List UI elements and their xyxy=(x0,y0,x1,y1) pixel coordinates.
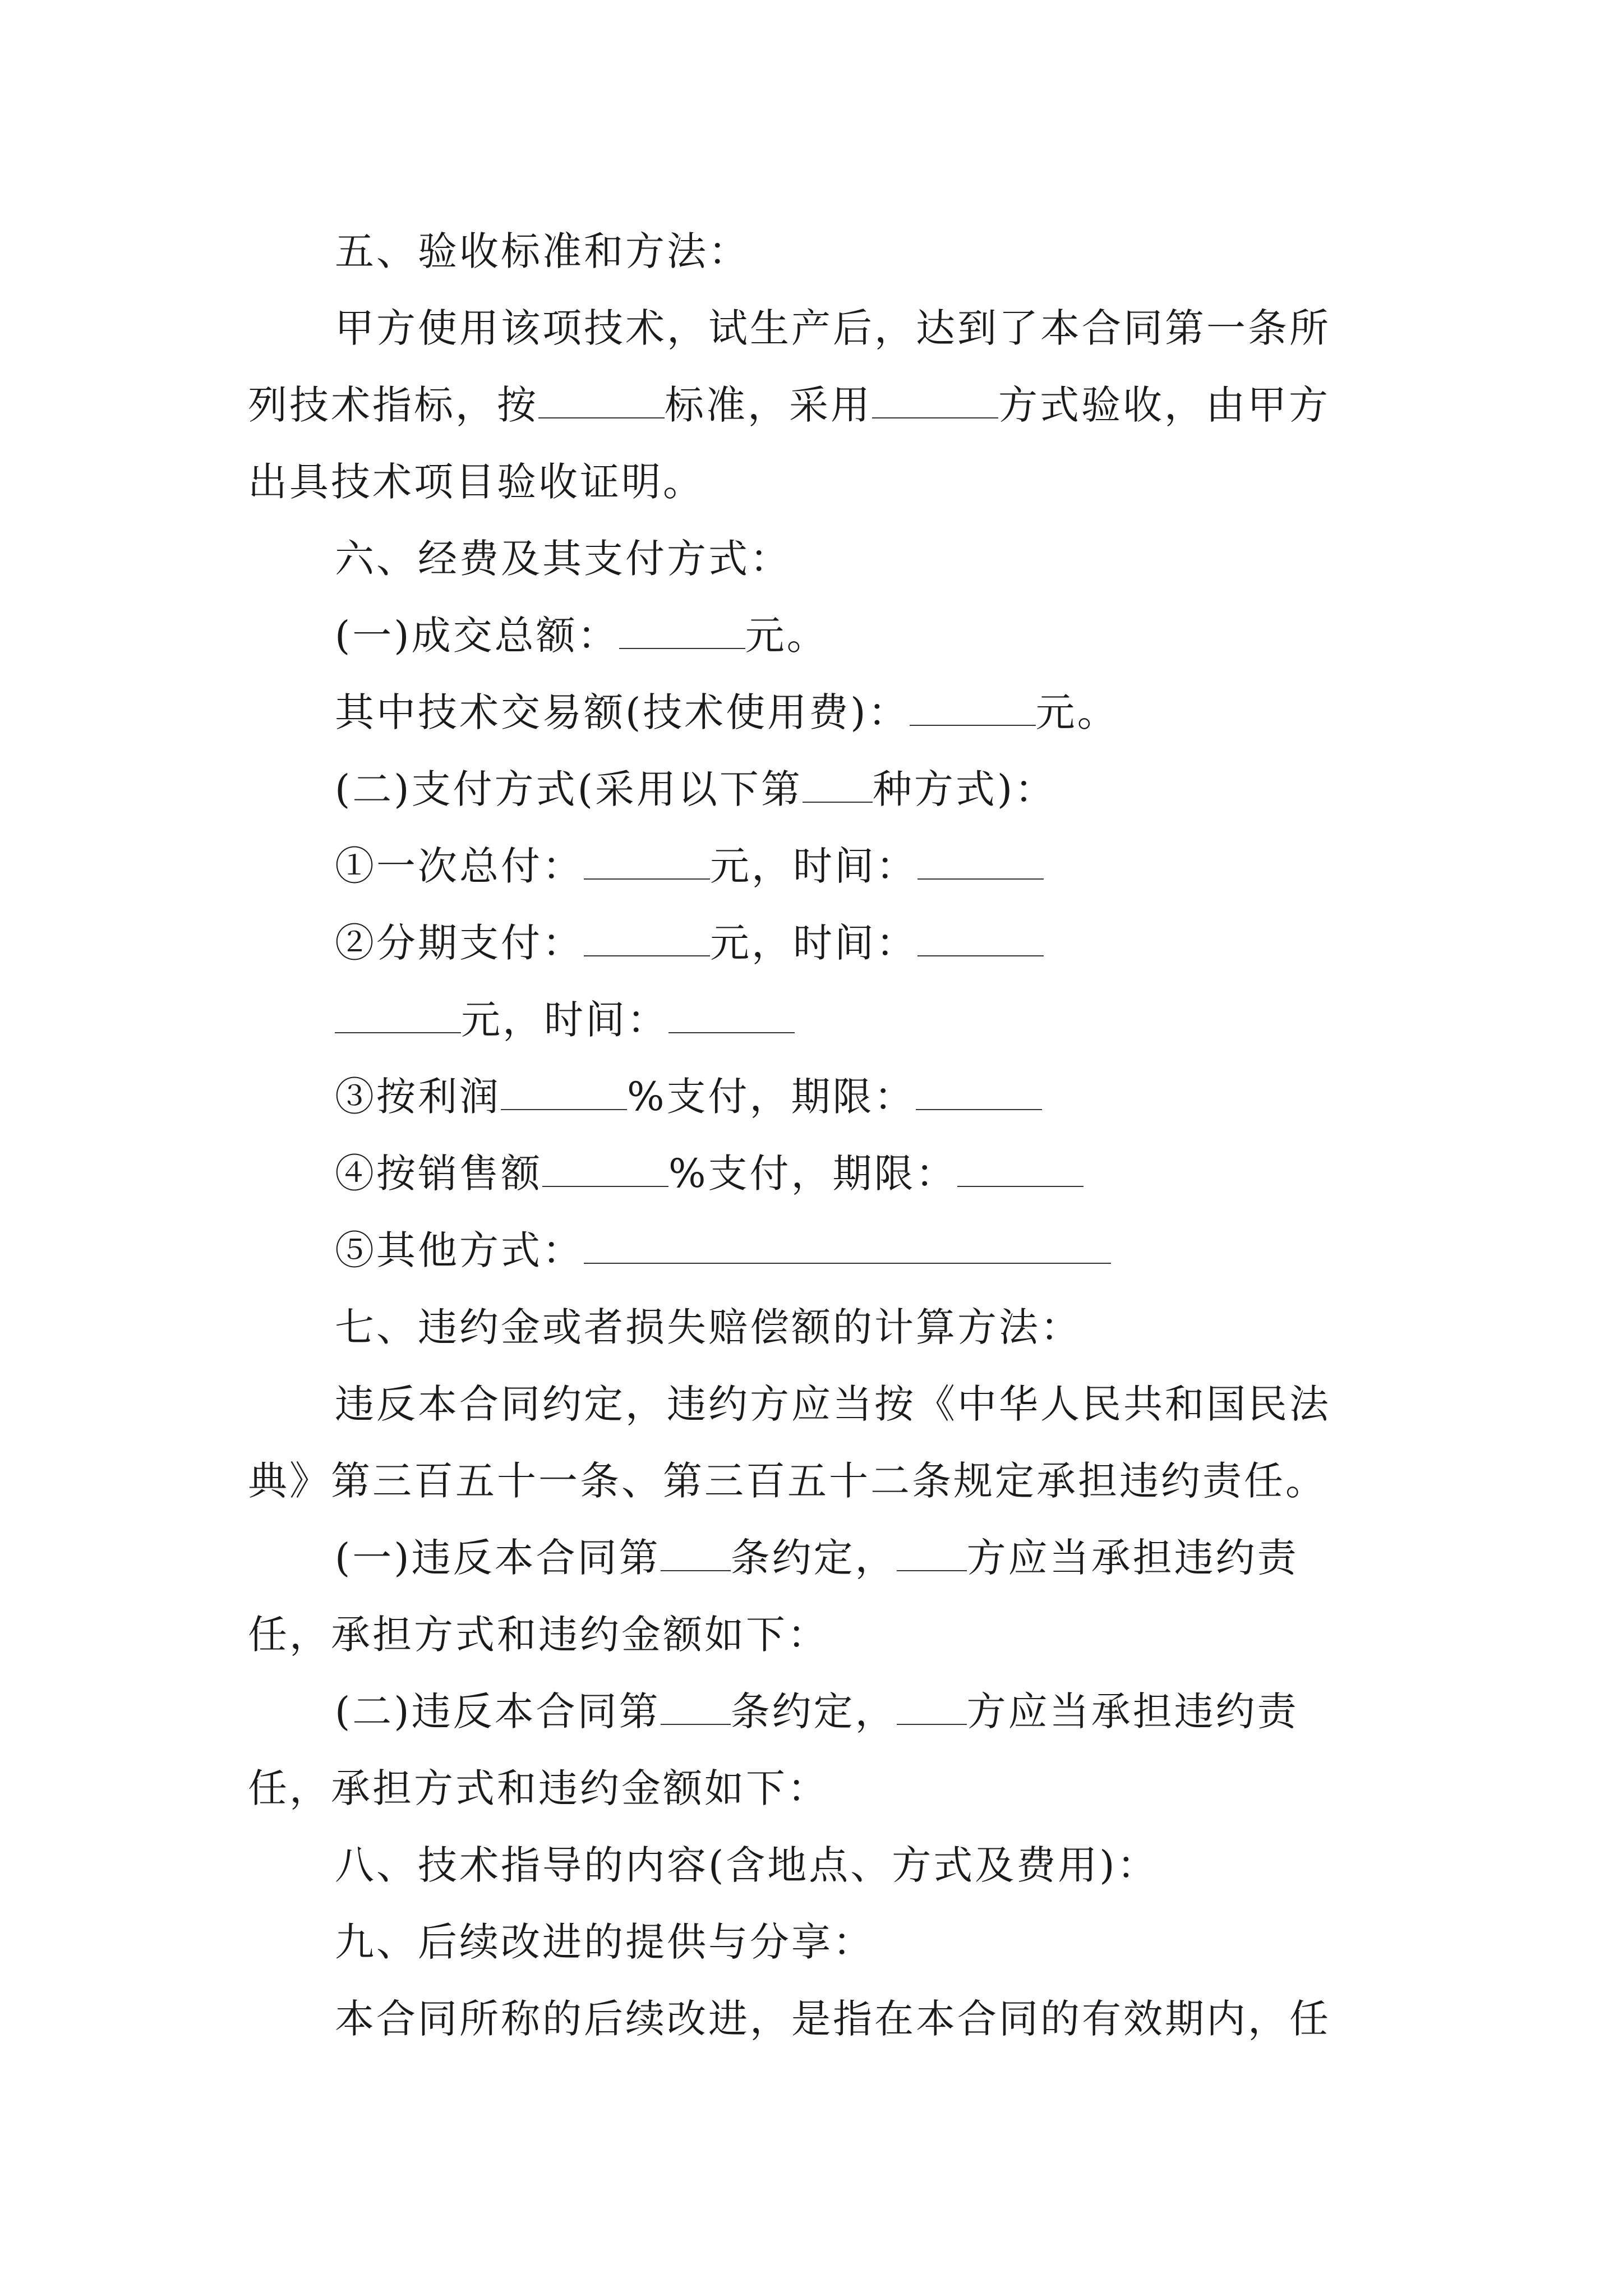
blank-line xyxy=(584,926,710,956)
section-9-heading: 九、后续改进的提供与分享： xyxy=(335,1919,874,1965)
blank-line xyxy=(335,1003,461,1033)
payment-option-1: ①一次总付： 元，时间： xyxy=(248,828,1381,905)
blank-line xyxy=(917,926,1044,956)
blank-line xyxy=(584,849,710,880)
blank-line xyxy=(897,1541,967,1571)
paragraph-line: 任，承担方式和违约金额如下： xyxy=(248,1765,829,1811)
blank-line xyxy=(538,388,665,418)
blank-line xyxy=(661,1541,731,1571)
section-7-heading: 七、违约金或者损失赔偿额的计算方法： xyxy=(335,1304,1082,1350)
breach-item-2: (二)违反本合同第 条约定， 方应当承担违约责 xyxy=(335,1688,1299,1734)
blank-line xyxy=(872,388,998,418)
section-8-heading: 八、技术指导的内容(含地点、方式及费用)： xyxy=(335,1842,1159,1888)
blank-line xyxy=(917,849,1044,880)
blank-line xyxy=(916,1080,1042,1110)
payment-method-line: (二)支付方式(采用以下第 种方式)： xyxy=(335,766,1057,812)
paragraph-line: 典》第三百五十一条、第三百五十二条规定承担违约责任。 xyxy=(248,1458,1327,1504)
blank-line xyxy=(957,1157,1083,1187)
paragraph-line: 甲方使用该项技术，试生产后，达到了本合同第一条所 xyxy=(335,305,1331,351)
blank-line xyxy=(668,1003,795,1033)
section-6-heading: 六、经费及其支付方式： xyxy=(335,536,791,582)
blank-line xyxy=(803,772,873,803)
tech-fee-line: 其中技术交易额(技术使用费)： 元。 xyxy=(335,689,1119,735)
paragraph-line: 本合同所称的后续改进，是指在本合同的有效期内，任 xyxy=(335,1996,1331,2042)
blank-line xyxy=(542,1157,668,1187)
payment-option-2: ②分期支付： 元，时间： xyxy=(248,905,1381,982)
paragraph-line: 违反本合同约定，违约方应当按《中华人民共和国民法 xyxy=(335,1381,1331,1427)
total-amount-line: (一)成交总额： 元。 xyxy=(335,613,828,659)
blank-line xyxy=(910,696,1036,726)
paragraph-line: 列技术指标，按 标准，采用 方式验收，由甲方 xyxy=(248,382,1330,428)
blank-line xyxy=(619,619,745,649)
blank-line xyxy=(584,1234,1111,1264)
paragraph-line: 任，承担方式和违约金额如下： xyxy=(248,1612,829,1658)
document-body xyxy=(248,213,1381,2058)
paragraph-line: 出具技术项目验收证明。 xyxy=(248,459,704,505)
blank-line xyxy=(661,1695,731,1725)
blank-line xyxy=(501,1080,627,1110)
breach-item-1: (一)违反本合同第 条约定， 方应当承担违约责 xyxy=(335,1535,1299,1581)
section-5-heading: 五、验收标准和方法： xyxy=(335,228,750,274)
payment-option-2-continued: 元，时间： xyxy=(248,982,1381,1059)
blank-line xyxy=(897,1695,967,1725)
payment-option-5: ⑤其他方式： xyxy=(248,1212,1381,1289)
payment-option-3: ③按利润 %支付，期限： xyxy=(248,1059,1381,1135)
payment-option-4: ④按销售额 %支付，期限： xyxy=(248,1135,1381,1212)
